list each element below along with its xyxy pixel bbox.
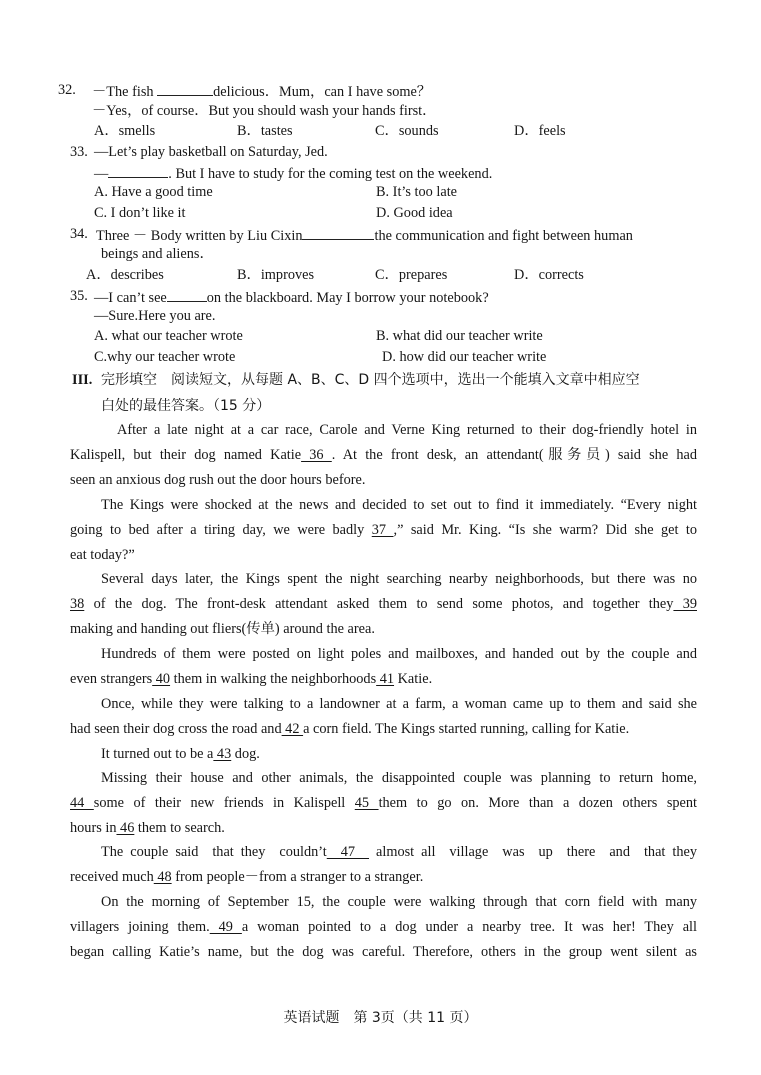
p7-line2-start: some of their new friends in Kalispell [93,795,355,811]
p4-line2-end: Katie. [394,671,433,687]
p3-line2-text: of the dog. The front-desk attendant asked them to send some photos, and together they [84,596,674,612]
q35-option-b[interactable]: B. what did our teacher write [376,328,543,344]
q33-option-b[interactable]: B. It’s too late [376,184,458,200]
q32-option-a[interactable]: A．smells [94,123,156,139]
p9-line2-end: a woman pointed to a dog under a nearby tree. It was her! They all [241,919,698,935]
p7-line3-end: them to search. [134,820,225,836]
q35-line2: —Sure.Here you are. [94,308,216,324]
q33-line2 [94,162,492,184]
p1-line2-end: . At the front desk, an attendant(服务员) said she had [331,447,698,463]
p8-line1 [70,840,697,865]
q34-number: 34. [70,226,88,242]
q33-line2-dash: — [94,166,109,182]
p2-line1-text: The Kings were shocked at the news and decided to set out to find it immediately. “Every night [101,497,697,513]
p2-line2 [70,518,697,543]
q33-line2-end: . But I have to study for the coming test on the weekend. [168,166,493,182]
section3-number: III. [72,372,93,388]
q32-blank[interactable] [157,80,213,96]
p9-line2-start: villagers joining them. [70,919,210,935]
q34-option-d[interactable]: D．corrects [514,267,584,283]
p7-line3 [70,816,697,841]
q32-option-b[interactable]: B．tastes [237,123,293,139]
p3-line2 [70,592,697,617]
p7-line1 [70,766,697,791]
p6-line1-start: It turned out to be a [101,746,214,762]
q35-option-a[interactable]: A. what our teacher wrote [94,328,243,344]
p2-line3: eat today?” [70,547,135,563]
section3-title-line1: 完形填空 阅读短文，从每题 A、B、C、D 四个选项中，选出一个能填入文章中相应空 [101,372,640,388]
p8-line1-end: almost all village was up there and that they [369,844,698,860]
p6-line1-end: dog. [231,746,260,762]
p5-line2-end: a corn field. The Kings started running, calling for Katie. [303,721,630,737]
p2-line2-end: ,” said Mr. King. “Is she warm? Did she get to [393,522,698,538]
p9-line1 [70,890,697,915]
p4-line1 [70,642,697,667]
q34-line2: beings and aliens． [101,246,214,262]
p1-line2-start: Kalispell, but their dog named Katie [70,447,302,463]
p7-line1-text: Missing their house and other animals, the disappointed couple was planning to return home, [101,770,697,786]
q35-line1-end: on the blackboard. May I borrow your notebook? [206,290,489,306]
section3-title-line2: 白处的最佳答案。（15 分） [101,398,271,414]
passage-paragraph-2 [70,493,697,568]
p4-line2 [70,667,697,692]
q33-option-c[interactable]: C. I don’t like it [94,205,186,221]
page-footer: 英语试题 第 3页（共 11 页） [283,1010,478,1026]
passage-paragraph-6 [70,742,697,767]
p8-line2-start: received much [70,869,154,885]
blank-42[interactable]: 42 [281,721,304,737]
passage-paragraph-4 [70,642,697,692]
p8-line2 [70,865,697,890]
blank-43[interactable]: 43 [213,746,232,762]
p7-line2-end: them to go on. More than a dozen others spent [378,795,698,811]
p8-line2-end: from people－from a stranger to a stranger. [171,869,424,885]
p9-line1-text: On the morning of September 15, the couple were walking through that corn field with many [101,894,697,910]
blank-41[interactable]: 41 [376,671,395,687]
blank-40[interactable]: 40 [152,671,171,687]
q32-line1-start: －The fish [92,84,158,100]
q34-option-b[interactable]: B．improves [237,267,315,283]
p8-line1-start: The couple said that they couldn’t [101,844,327,860]
q33-option-d[interactable]: D. Good idea [376,205,453,221]
q33-number: 33. [70,144,88,160]
q34-line1-start: Three － Body written by Liu Cixin [96,228,303,244]
q35-line1 [94,286,489,308]
p1-line1-text: After a late night at a car race, Carole and Verne King returned to their dog-friendly hotel in [117,422,697,438]
q34-line1 [96,224,633,246]
q34-line1-end: the communication and fight between human [374,228,633,244]
blank-38[interactable]: 38 [70,596,85,612]
p3-line3: making and handing out fliers(传单) around the area. [70,621,375,637]
p5-line2-start: had seen their dog cross the road and [70,721,282,737]
blank-44[interactable]: 44 [70,795,94,811]
q33-option-a[interactable]: A. Have a good time [94,184,213,200]
q34-blank[interactable] [302,224,374,240]
passage-paragraph-8 [70,840,697,890]
q32-number: 32. [58,82,76,98]
q33-blank[interactable] [108,162,168,178]
q34-option-c[interactable]: C．prepares [375,267,448,283]
q32-line1-end: delicious．Mum，can I have some？ [213,84,432,100]
q35-line1-start: —I can’t see [94,290,167,306]
p5-line1-text: Once, while they were talking to a landowner at a farm, a woman came up to them and said she [101,696,697,712]
blank-46[interactable]: 46 [116,820,135,836]
p4-line2-mid: them in walking the neighborhoods [170,671,377,687]
p7-line3-start: hours in [70,820,117,836]
q35-blank[interactable] [167,286,207,302]
p5-line2 [70,717,697,742]
p3-line1 [70,567,697,592]
p7-line2 [70,791,697,816]
blank-36[interactable]: 36 [301,447,332,463]
p6-line1 [70,742,697,767]
blank-48[interactable]: 48 [153,869,172,885]
blank-39[interactable]: 39 [673,596,697,612]
passage-paragraph-9 [70,890,697,965]
blank-37[interactable]: 37 [371,522,394,538]
q35-number: 35. [70,288,88,304]
passage-paragraph-5 [70,692,697,742]
p1-line2 [70,443,697,468]
p4-line1-text: Hundreds of them were posted on light poles and mailboxes, and handed out by the couple and [101,646,697,662]
q34-option-a[interactable]: A．describes [86,267,164,283]
q35-option-c[interactable]: C.why our teacher wrote [94,349,236,365]
p1-line1 [70,418,697,443]
q33-line1: —Let’s play basketball on Saturday, Jed. [94,144,328,160]
blank-49[interactable]: 49 [209,919,242,935]
p1-line3: seen an anxious dog rush out the door hours before. [70,472,366,488]
p4-line2-start: even strangers [70,671,153,687]
q35-option-d[interactable]: D. how did our teacher write [382,349,547,365]
p9-line2 [70,915,697,940]
passage-paragraph-1 [70,418,697,493]
p2-line1 [70,493,697,518]
passage-paragraph-7 [70,766,697,841]
q32-option-c[interactable]: C．sounds [375,123,439,139]
p2-line2-start: going to bed after a tiring day, we were badly [70,522,372,538]
q32-line2: －Yes，of course．But you should wash your hands first． [92,103,437,119]
blank-45[interactable]: 45 [354,795,379,811]
p9-line3: began calling Katie’s name, but the dog was careful. Therefore, others in the group went silent as [70,944,697,960]
p5-line1 [70,692,697,717]
passage-paragraph-3 [70,567,697,642]
p3-line1-text: Several days later, the Kings spent the night searching nearby neighborhoods, but there was no [101,571,697,587]
blank-47[interactable]: 47 [326,844,370,860]
q32-option-d[interactable]: D．feels [514,123,566,139]
q32-line1 [92,80,431,102]
